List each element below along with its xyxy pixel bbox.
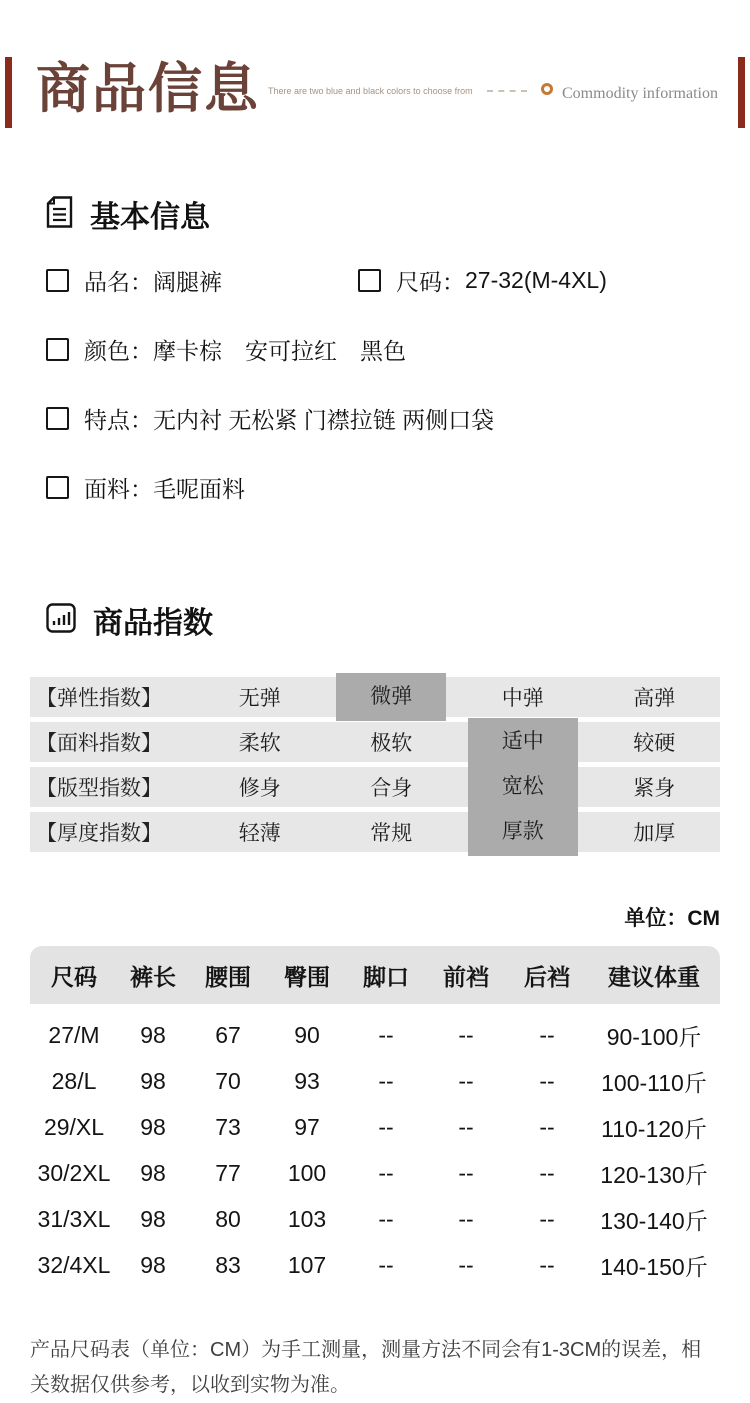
size-cell: -- <box>458 1205 474 1232</box>
size-cell: 98 <box>140 1251 166 1278</box>
field-fabric <box>46 471 245 504</box>
size-cell: -- <box>539 1021 555 1048</box>
checkbox-icon <box>358 269 381 292</box>
basic-info-heading <box>46 192 750 236</box>
index-option-cell <box>457 763 589 811</box>
left-accent-bar <box>5 57 12 128</box>
dashed-divider <box>487 90 527 92</box>
index-option-cell <box>589 727 721 757</box>
field-label: 颜色： <box>84 338 153 364</box>
size-cell: 32/4XL <box>37 1251 111 1278</box>
size-header-cell: 脚口 <box>363 963 409 990</box>
size-cell: 100-110斤 <box>601 1069 707 1096</box>
product-index-section <box>0 598 750 852</box>
size-cell: 98 <box>140 1159 166 1186</box>
index-option: 较硬 <box>633 732 676 755</box>
index-row <box>30 722 720 762</box>
index-row-label: 【版型指数】 <box>36 777 162 800</box>
index-option-cell <box>194 817 326 847</box>
index-option: 柔软 <box>238 732 281 755</box>
field-value: 无内衬 无松紧 门襟拉链 两侧口袋 <box>153 407 495 433</box>
product-index-title: 商品指数 <box>93 607 213 640</box>
index-row <box>30 677 720 717</box>
size-table-row <box>30 1012 720 1058</box>
field-label: 面料： <box>84 476 153 502</box>
index-option-cell <box>457 808 589 856</box>
size-cell: 98 <box>140 1067 166 1094</box>
size-header-cell: 建议体重 <box>608 963 700 990</box>
field-row <box>46 471 750 504</box>
size-cell: 98 <box>140 1021 166 1048</box>
size-table-header <box>30 946 720 1004</box>
size-cell: 140-150斤 <box>600 1253 708 1280</box>
field-product-name <box>46 264 358 297</box>
size-cell: 73 <box>215 1113 241 1140</box>
size-cell: 70 <box>215 1067 241 1094</box>
size-cell: -- <box>539 1159 555 1186</box>
index-option-selected: 宽松 <box>468 763 578 811</box>
index-option-selected: 适中 <box>468 718 578 766</box>
document-icon <box>46 196 73 233</box>
index-option: 常规 <box>370 822 413 845</box>
size-cell: 120-130斤 <box>600 1161 708 1188</box>
field-value: 摩卡棕 安可拉红 黑色 <box>153 338 406 364</box>
size-header-cell: 尺码 <box>51 963 97 990</box>
index-row <box>30 767 720 807</box>
size-table-row <box>30 1104 720 1150</box>
size-cell: 90 <box>294 1021 320 1048</box>
size-cell: -- <box>539 1251 555 1278</box>
index-option: 高弹 <box>633 687 676 710</box>
bar-chart-icon <box>46 603 76 638</box>
page-title: 商品信息 <box>36 59 260 119</box>
index-option: 合身 <box>370 777 413 800</box>
field-label: 品名： <box>84 269 153 295</box>
header-subtitle: There are two blue and black colors to choose from <box>268 86 473 96</box>
orange-ring-icon <box>541 83 553 95</box>
size-cell: 130-140斤 <box>600 1207 708 1234</box>
size-header-cell: 裤长 <box>130 963 176 990</box>
size-cell: 30/2XL <box>37 1159 111 1186</box>
index-option-cell <box>326 817 458 847</box>
field-row <box>46 333 750 366</box>
size-cell: -- <box>378 1021 394 1048</box>
index-option-cell <box>589 817 721 847</box>
field-label: 特点： <box>84 407 153 433</box>
size-cell: 107 <box>287 1251 327 1278</box>
index-option-cell <box>457 682 589 712</box>
size-header-cell: 臀围 <box>284 963 330 990</box>
checkbox-icon <box>46 476 69 499</box>
index-option: 轻薄 <box>238 822 281 845</box>
product-index-heading <box>46 598 750 642</box>
size-cell: 67 <box>215 1021 241 1048</box>
right-accent-bar <box>738 57 745 128</box>
index-option-selected: 微弹 <box>336 673 446 721</box>
index-option: 加厚 <box>633 822 676 845</box>
field-value: 27-32(M-4XL) <box>465 267 607 293</box>
size-header-cell: 腰围 <box>205 963 251 990</box>
checkbox-icon <box>46 338 69 361</box>
size-header-cell: 前裆 <box>443 963 489 990</box>
basic-info-fields <box>46 264 750 504</box>
index-option-cell <box>457 718 589 766</box>
size-cell: -- <box>378 1159 394 1186</box>
size-cell: 110-120斤 <box>601 1115 707 1142</box>
size-cell: -- <box>378 1251 394 1278</box>
index-option: 极软 <box>370 732 413 755</box>
checkbox-icon <box>46 407 69 430</box>
size-cell: -- <box>458 1159 474 1186</box>
header-english-label: Commodity information <box>562 85 718 102</box>
index-row <box>30 812 720 852</box>
size-header-cell: 后裆 <box>524 963 570 990</box>
index-option: 紧身 <box>633 777 676 800</box>
basic-info-section <box>0 192 750 504</box>
index-option-cell <box>326 727 458 757</box>
index-option-cell <box>589 772 721 802</box>
field-value: 毛呢面料 <box>153 476 245 502</box>
size-chart-section <box>0 902 750 1288</box>
size-cell: -- <box>539 1067 555 1094</box>
size-cell: -- <box>458 1251 474 1278</box>
page-header <box>0 0 750 119</box>
field-color <box>46 333 406 366</box>
size-cell: -- <box>458 1067 474 1094</box>
index-row-label: 【厚度指数】 <box>36 822 162 845</box>
size-cell: 98 <box>140 1205 166 1232</box>
product-index-table <box>30 677 720 852</box>
size-table-row <box>30 1196 720 1242</box>
size-cell: 90-100斤 <box>606 1023 702 1050</box>
field-row <box>46 402 750 435</box>
unit-label: 单位：CM <box>624 907 720 930</box>
field-label: 尺码： <box>396 269 465 295</box>
index-row-label: 【面料指数】 <box>36 732 162 755</box>
index-option-cell <box>194 772 326 802</box>
size-cell: -- <box>378 1205 394 1232</box>
basic-info-title: 基本信息 <box>90 201 210 234</box>
size-cell: -- <box>539 1205 555 1232</box>
index-option: 无弹 <box>238 687 281 710</box>
size-cell: -- <box>458 1113 474 1140</box>
size-cell: 28/L <box>51 1067 97 1094</box>
size-cell: -- <box>539 1113 555 1140</box>
checkbox-icon <box>46 269 69 292</box>
size-cell: 97 <box>294 1113 320 1140</box>
index-option-cell <box>326 673 458 721</box>
size-cell: -- <box>458 1021 474 1048</box>
index-option: 修身 <box>238 777 281 800</box>
field-size <box>358 264 607 297</box>
size-cell: -- <box>378 1113 394 1140</box>
size-cell: 29/XL <box>43 1113 105 1140</box>
size-cell: 83 <box>215 1251 241 1278</box>
size-table-row <box>30 1058 720 1104</box>
size-cell: 27/M <box>48 1021 100 1048</box>
size-cell: 93 <box>294 1067 320 1094</box>
index-option-selected: 厚款 <box>468 808 578 856</box>
size-cell: 31/3XL <box>37 1205 111 1232</box>
index-row-label: 【弹性指数】 <box>36 687 162 710</box>
size-cell: 100 <box>287 1159 327 1186</box>
size-cell: 80 <box>215 1205 241 1232</box>
size-chart-table <box>30 946 720 1288</box>
index-option-cell <box>194 682 326 712</box>
field-row <box>46 264 750 297</box>
index-option-cell <box>194 727 326 757</box>
field-features <box>46 402 494 435</box>
index-option: 中弹 <box>501 687 544 710</box>
size-cell: -- <box>378 1067 394 1094</box>
measurement-disclaimer: 产品尺码表（单位：CM）为手工测量，测量方法不同会有1-3CM的误差，相关数据仅供参考，以收到实物为准。 <box>30 1339 702 1396</box>
index-option-cell <box>589 682 721 712</box>
index-option-cell <box>326 772 458 802</box>
size-table-row <box>30 1150 720 1196</box>
size-table-row <box>30 1242 720 1288</box>
size-cell: 98 <box>140 1113 166 1140</box>
field-value: 阔腿裤 <box>153 269 222 295</box>
size-cell: 103 <box>287 1205 327 1232</box>
size-cell: 77 <box>215 1159 241 1186</box>
